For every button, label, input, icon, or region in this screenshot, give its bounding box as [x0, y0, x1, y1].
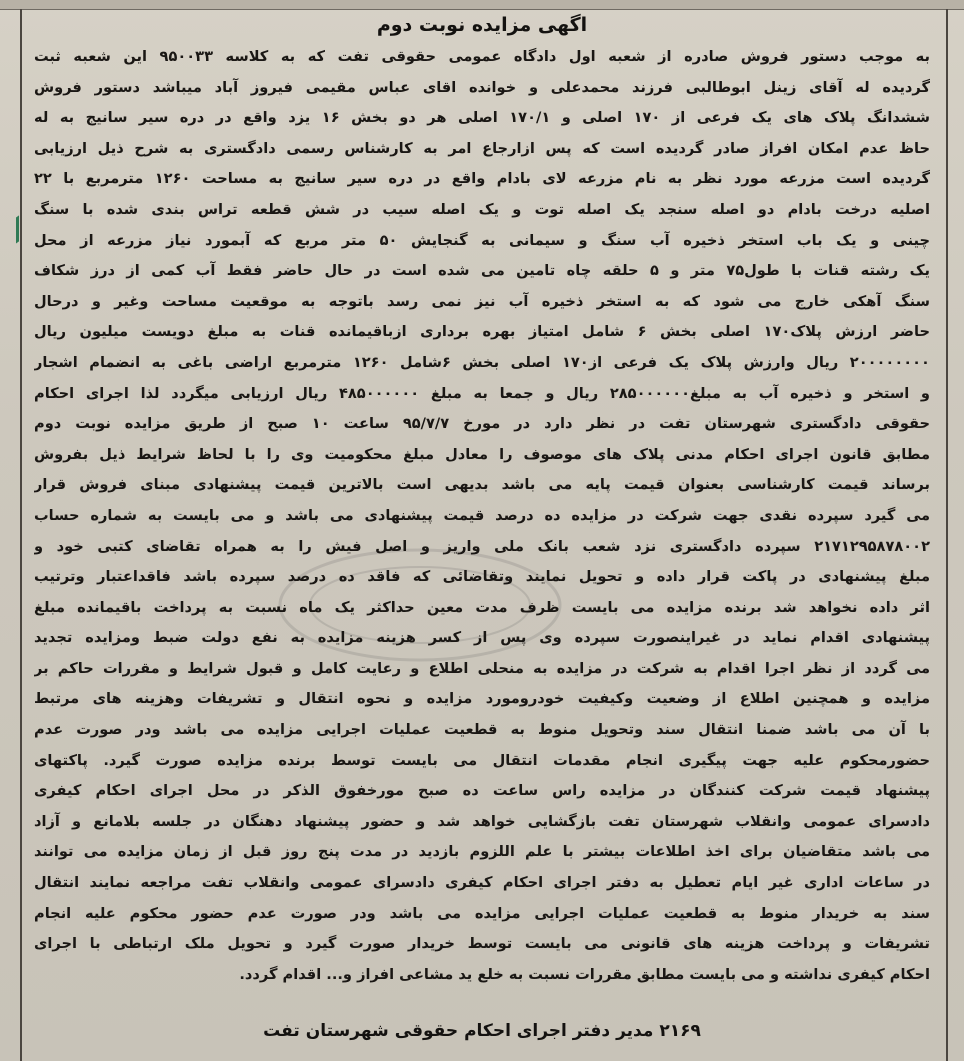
notice-line: احکام کیفری نداشته و می بایست مطابق مقررات نسبت به خلع ید مشاعی افراز و... اقدام گردد.: [239, 965, 930, 983]
notice-line: اصلیه درخت بادام دو اصله سنجد یک اصله توت و یک اصله سیب در شش قطعه تراس بندی شده با سنگ: [34, 200, 930, 218]
pen-mark: [0, 215, 19, 254]
notice-line: حضورمحکوم علیه جهت پیگیری انجام مقدمات انتقال می بایست توسط برنده مزایده صورت گیرد. پاکتهای: [34, 751, 930, 769]
notice-signature: ۲۱۶۹ مدیر دفتر اجرای احکام حقوقی شهرستان تفت: [263, 1021, 701, 1041]
notice-line: با آن می باشد ضمنا انتقال سند وتحویل منوط به قطعیت عملیات اجرایی مزایده می باشد ودر صورت عدم: [34, 721, 930, 739]
notice-line: می گردد از نظر اجرا اقدام به شرکت در مزایده به منحلی اطلاع و رعایت کامل و قبول شرایط و مقررات حاکم بر: [34, 659, 930, 677]
notice-line: گردیده است مزرعه مورد نظر به نام مزرعه لای بادام واقع در دره سیر سانیج به مساحت ۱۲۶۰ مترمربع با ۲۲: [34, 170, 930, 188]
notice-line: مبلغ پیشنهادی در پاکت قرار داده و تحویل نمایند وتقاضائی که فاقد ده درصد سپرده باشد فاقداعتبار وترتیب: [34, 568, 930, 586]
notice-line: مزایده و همچنین اطلاع از وضعیت وکیفیت خودرومورد مزایده و نحوه انتقال و تشریفات وهزینه های مرتبط: [34, 690, 930, 708]
notice-line: برساند قیمت کارشناسی بعنوان قیمت پایه می باشد بدیهی است بالاترین قیمت پیشنهادی مبنای فروش قرار: [34, 476, 930, 494]
notice-line: چینی و یک باب استخر ذخیره آب سنگ و سیمانی به گنجایش ۵۰ متر مربع که آبمورد نیاز مزرعه از محل: [34, 231, 930, 249]
notice-line: یک رشته قنات با طول۷۵ متر و ۵ حلقه چاه تامین می شده است در حال حاضر فقط آب کمی از درز شکاف: [34, 262, 930, 280]
notice-line: می باشد متقاضیان برای اخذ اطلاعات بیشتر با علم اللزوم بازدید در مدت پنج روز قبل از زمان مزایده می توانند: [34, 843, 930, 861]
notice-line: تشریفات و پرداخت هزینه های قانونی می بایست توسط خریدار صورت گیرد و تحویل ملک ارتباطی با اجرای: [34, 935, 930, 953]
notice-line: می گیرد سپرده نقدی جهت شرکت در مزایده ده درصد قیمت پیشنهادی می باشد و می بایست به شماره حساب: [34, 506, 930, 524]
notice-line: و استخر و ذخیره آب به مبلغ۲۸۵۰۰۰۰۰۰ ریال و جمعا به مبلغ ۴۸۵۰۰۰۰۰۰ ریال ارزیابی میگردد لذا اجرای احکام: [34, 384, 930, 402]
notice-line: سند به خریدار منوط به قطعیت عملیات اجرایی مزایده می باشد ودر صورت عدم حضور محکوم علیه انجام: [34, 904, 930, 922]
notice-line: حاضر ارزش پلاک۱۷۰ اصلی بخش ۶ شامل امتیاز بهره برداری ازباقیمانده قنات به مبلغ دویست میلیون ریال: [34, 323, 930, 341]
notice-title: اگهی مزایده نوبت دوم: [376, 14, 588, 36]
notice-line: پیشنهادی اقدام نماید در غیراینصورت سپرده وی پس از کسر هزینه مزایده به نفع دولت ضبط ومزایده تجدید: [34, 629, 930, 647]
notice-line: در ساعات اداری غیر ایام تعطیل به دفتر اجرای احکام کیفری دادسرای عمومی وانقلاب تفت مراجعه نمایند انتقال: [34, 874, 930, 892]
notice-line: حاظ عدم امکان افراز صادر گردیده است که پس ازارجاع امر به کارشناس رسمی دادگستری به شرح ذیل ارزیابی: [34, 139, 930, 157]
notice-line: اثر داده نخواهد شد برنده مزایده می بایست ظرف مدت معین حداکثر یک ماه نسبت به پرداخت باقیمانده مبلغ: [34, 598, 930, 616]
notice-line: سنگ آهکی خارج می شود که به استخر ذخیره آب نیز نمی رسد باتوجه به موقعیت مساحت وغیر و درحال: [34, 292, 930, 310]
notice-body: [34, 42, 930, 990]
notice-line: ۲۱۷۱۲۹۵۸۷۸۰۰۲ سپرده دادگستری نزد شعب بانک ملی واریز و اصل فیش را به همراه تقاضای کتبی خود و: [34, 537, 930, 555]
notice-line: مطابق قانون اجرای احکام مدنی پلاک های موصوف را معادل مبلغ محکومیت وی را با لحاظ شرایط ذیل بفروش: [34, 445, 930, 463]
notice-line: پیشنهاد قیمت شرکت کنندگان در مزایده راس ساعت ده صبح مورخفوق الذکر در محل اجرای احکام کیفری: [34, 782, 930, 800]
notice-line: گردیده له آقای زینل ابوطالبی فرزند محمدعلی و خوانده اقای عباس مقیمی فیروز آباد میباشد دستور فروش: [34, 78, 930, 96]
notice-line: ۲۰۰۰۰۰۰۰۰ ریال وارزش پلاک یک فرعی از۱۷۰ اصلی بخش ۶شامل ۱۲۶۰ مترمربع اراضی باغی به انضمام اشجار: [34, 353, 930, 371]
notice-line: دادسرای عمومی وانقلاب شهرستان تفت بازگشایی خواهد شد و حضور پیشنهاد دهنگان در جلسه بلامانع و آزاد: [34, 812, 930, 830]
notice-line: حقوقی دادگستری شهرستان تفت در نظر دارد در مورخ ۹۵/۷/۷ ساعت ۱۰ صبح از طریق مزایده نوبت دوم: [34, 415, 930, 433]
notice-line: ششدانگ پلاک های یک فرعی از ۱۷۰ اصلی و ۱۷۰/۱ اصلی هر دو بخش ۱۶ یزد واقع در دره سیر سانیج به له: [34, 109, 930, 127]
notice-line: به موجب دستور فروش صادره از شعبه اول دادگاه عمومی حقوقی تفت که به کلاسه ۹۵۰۰۳۳ این شعبه ثبت: [34, 48, 930, 65]
